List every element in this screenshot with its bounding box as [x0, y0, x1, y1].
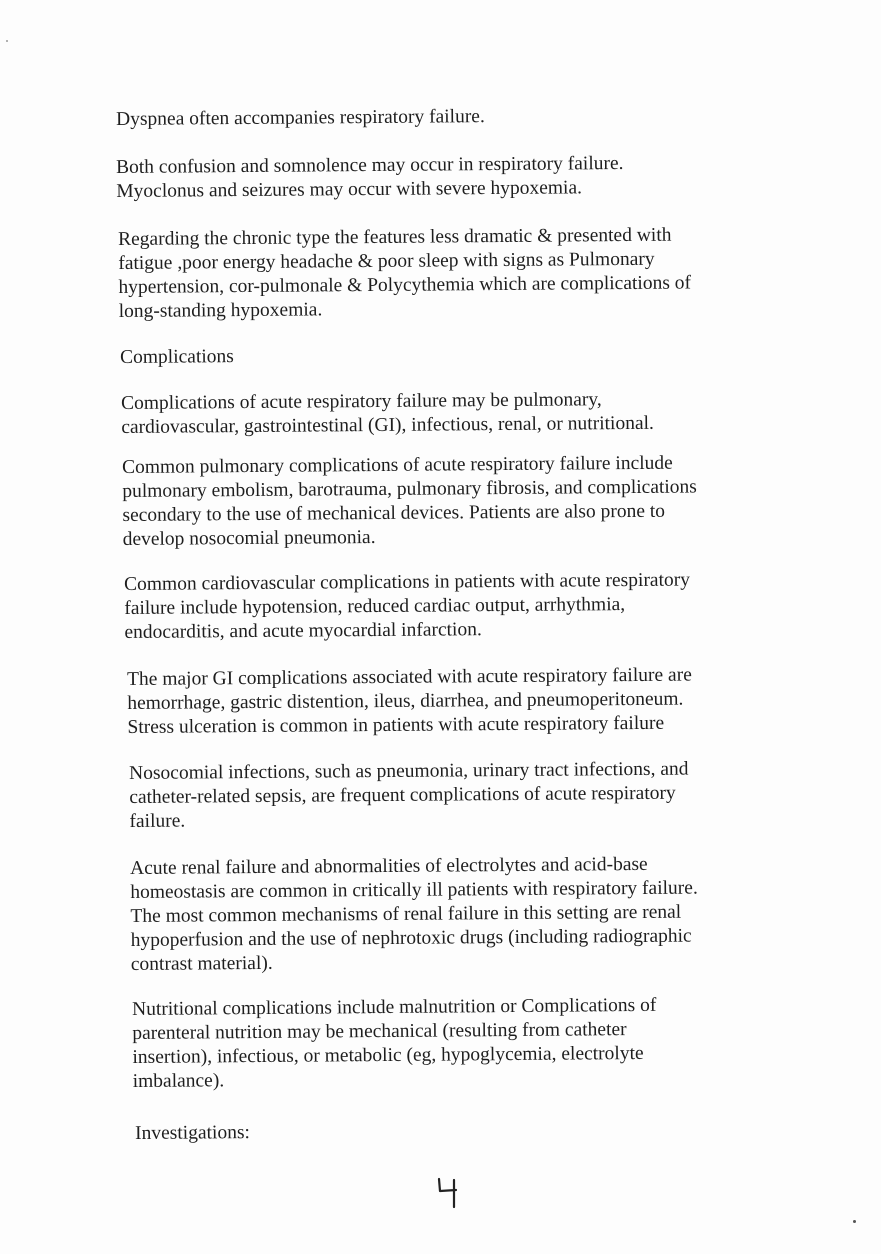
- text-line: Common cardiovascular complications in patients with acute respiratory: [124, 569, 691, 595]
- text-line: The most common mechanisms of renal failure in this setting are renal: [130, 901, 682, 927]
- section-heading-investigations: [135, 1121, 250, 1146]
- text-line: Dyspnea often accompanies respiratory failure.: [116, 106, 485, 130]
- paragraph-nutritional-complications: [132, 994, 657, 1094]
- text-line: long-standing hypoxemia.: [118, 299, 323, 322]
- text-line: insertion), infectious, or metabolic (eg, hypoglycemia, electrolyte: [132, 1042, 644, 1068]
- text-line: fatigue ,poor energy headache & poor sleep with signs as Pulmonary: [118, 248, 655, 274]
- scan-speck: [853, 1220, 856, 1223]
- text-line: Nutritional complications include malnutrition or Complications of: [132, 994, 657, 1020]
- text-line: hypertension, cor-pulmonale & Polycythemia which are complications of: [118, 272, 692, 298]
- text-line: Complications of acute respiratory failure may be pulmonary,: [121, 389, 602, 414]
- text-line: cardiovascular, gastrointestinal (GI), infectious, renal, or nutritional.: [121, 412, 654, 438]
- text-line: homeostasis are common in critically ill patients with respiratory failure.: [130, 877, 698, 903]
- paragraph-confusion: [116, 152, 624, 204]
- text-line: endocarditis, and acute myocardial infarction.: [124, 619, 482, 643]
- text-line: failure.: [129, 810, 186, 832]
- text-line: parenteral nutrition may be mechanical (resulting from catheter: [132, 1019, 627, 1044]
- text-line: Nosocomial infections, such as pneumonia, urinary tract infections, and: [129, 758, 689, 784]
- paragraph-chronic-type: [118, 224, 691, 324]
- paragraph-cardiovascular-complications: [124, 569, 690, 645]
- text-line: Acute renal failure and abnormalities of electrolytes and acid-base: [130, 853, 648, 879]
- text-line: The major GI complications associated with acute respiratory failure are: [127, 664, 692, 690]
- text-line: failure include hypotension, reduced cardiac output, arrhythmia,: [124, 594, 626, 619]
- scan-speck: [6, 40, 8, 42]
- text-line: Stress ulceration is common in patients with acute respiratory failure: [127, 712, 665, 738]
- handwritten-page-number: [436, 1176, 460, 1210]
- text-line: Both confusion and somnolence may occur in respiratory failure.: [116, 153, 624, 178]
- paragraph-nosocomial-infections: [129, 758, 689, 834]
- text-line: contrast material).: [130, 952, 273, 975]
- text-line: pulmonary embolism, barotrauma, pulmonary fibrosis, and complications: [122, 476, 697, 502]
- text-line: Myoclonus and seizures may occur with severe hypoxemia.: [116, 177, 583, 202]
- paragraph-renal-failure: [130, 853, 698, 977]
- paragraph-gi-complications: [127, 664, 692, 740]
- text-line: Complications: [120, 346, 234, 368]
- text-line: hemorrhage, gastric distention, ileus, diarrhea, and pneumoperitoneum.: [127, 688, 684, 714]
- text-line: Investigations:: [135, 1122, 250, 1144]
- text-line: catheter-related sepsis, are frequent complications of acute respiratory: [129, 782, 676, 808]
- text-line: develop nosocomial pneumonia.: [122, 527, 376, 550]
- paragraph-complications-overview: [121, 388, 654, 440]
- paragraph-dyspnea: [116, 105, 485, 132]
- text-line: secondary to the use of mechanical devices. Patients are also prone to: [122, 500, 666, 526]
- section-heading-complications: [120, 345, 234, 370]
- paragraph-pulmonary-complications: [122, 451, 697, 552]
- text-line: hypoperfusion and the use of nephrotoxic drugs (including radiographic: [130, 925, 692, 951]
- text-line: Regarding the chronic type the features less dramatic & presented with: [118, 224, 672, 250]
- text-line: Common pulmonary complications of acute respiratory failure include: [122, 452, 673, 478]
- text-line: imbalance).: [132, 1070, 225, 1092]
